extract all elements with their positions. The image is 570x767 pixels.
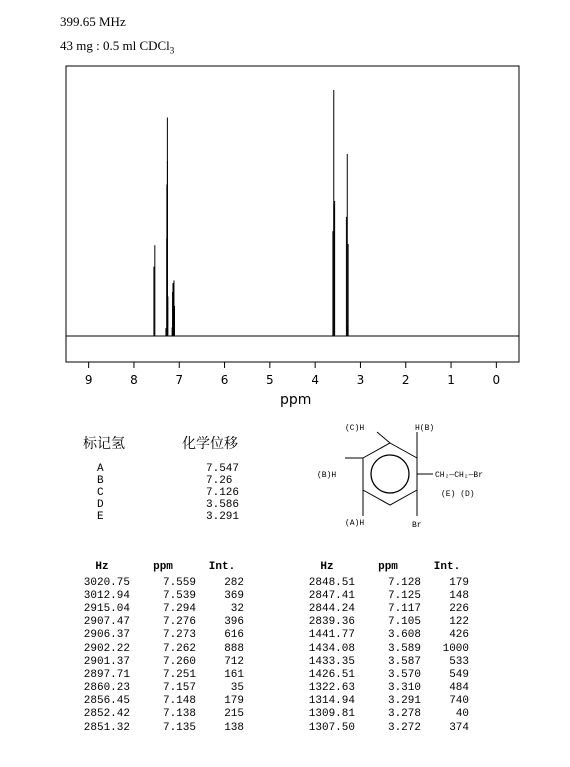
ppm-cell: 7.559 [162, 576, 196, 589]
br-substituent: Br [412, 521, 422, 530]
ppm-cell: 3.278 [387, 708, 421, 721]
hz-cell: 2856.45 [83, 695, 130, 708]
hz-cell: 3012.94 [83, 589, 130, 602]
peak-table-right [299, 558, 473, 734]
int-cell: 484 [449, 682, 469, 695]
assignment-shift: 3.291 [206, 511, 240, 523]
int-cell: 396 [224, 616, 244, 629]
col-ppm: ppm [153, 561, 173, 573]
int-cell: 179 [224, 695, 244, 708]
table-row [74, 695, 248, 708]
int-cell: 533 [449, 655, 469, 668]
hz-cell: 2915.04 [83, 602, 130, 615]
int-cell: 549 [449, 668, 469, 681]
int-cell: 282 [224, 576, 244, 589]
int-cell: 32 [230, 602, 244, 615]
x-axis-ticks [85, 362, 500, 387]
int-cell: 35 [230, 682, 244, 695]
table-row [74, 629, 248, 642]
h-top-right: H(B) [415, 424, 435, 433]
hz-cell: 1307.50 [308, 721, 355, 734]
ppm-cell: 3.589 [387, 642, 421, 655]
aromatic-circle [371, 455, 409, 493]
table-row [74, 602, 248, 615]
assignment-label: A [97, 463, 104, 475]
x-tick-label: 2 [401, 373, 410, 387]
ppm-cell: 7.148 [162, 695, 196, 708]
ppm-cell: 7.262 [162, 642, 196, 655]
int-cell: 215 [224, 708, 244, 721]
ppm-cell: 7.260 [162, 655, 196, 668]
table-row [74, 721, 248, 734]
table-row [74, 642, 248, 655]
table-row [74, 576, 248, 589]
hz-cell: 2901.37 [83, 655, 130, 668]
table-row [299, 642, 473, 655]
table-row [299, 629, 473, 642]
table-row [299, 682, 473, 695]
assignment-shift-header: 化学位移 [182, 436, 238, 452]
assignment-shift: 3.586 [206, 499, 240, 511]
x-tick-label: 5 [266, 373, 274, 387]
hz-cell: 1441.77 [308, 629, 355, 642]
assignment-shift: 7.126 [206, 487, 240, 499]
table-row [299, 655, 473, 668]
int-cell: 888 [224, 642, 244, 655]
table-row [299, 708, 473, 721]
table-row [74, 589, 248, 602]
hz-cell: 1314.94 [308, 695, 355, 708]
table-row [74, 668, 248, 681]
table-row [299, 616, 473, 629]
h-left: (B)H [317, 471, 337, 480]
x-tick-label: 6 [220, 373, 229, 387]
col-int: Int. [433, 561, 461, 573]
table-row [74, 655, 248, 668]
assignment-label-header: 标记氢 [83, 436, 125, 452]
int-cell: 138 [224, 721, 244, 734]
table-row [299, 695, 473, 708]
int-cell: 1000 [442, 642, 469, 655]
x-tick-label: 8 [130, 373, 138, 387]
molecular-structure [315, 418, 515, 538]
h-top-left: (C)H [345, 424, 365, 433]
spectrometer-frequency: 399.65 MHz [60, 14, 126, 29]
hz-cell: 1426.51 [308, 668, 355, 681]
x-axis-label: ppm [280, 392, 312, 408]
table-row [74, 708, 248, 721]
table-row [299, 668, 473, 681]
hz-cell: 2907.47 [83, 616, 130, 629]
ppm-cell: 3.608 [387, 629, 421, 642]
hz-cell: 2847.41 [308, 589, 355, 602]
chain-labels: (E) (D) [441, 490, 475, 499]
hz-cell: 2851.32 [83, 721, 130, 734]
hz-cell: 1433.35 [308, 655, 355, 668]
ppm-cell: 7.117 [387, 602, 421, 615]
table-row [74, 682, 248, 695]
col-ppm: ppm [378, 561, 398, 573]
table-row [299, 576, 473, 589]
assignment-label: B [97, 475, 104, 487]
ppm-cell: 7.135 [162, 721, 196, 734]
int-cell: 369 [224, 589, 244, 602]
table-row [299, 589, 473, 602]
col-hz: Hz [95, 561, 109, 573]
x-tick-label: 1 [447, 373, 455, 387]
ppm-cell: 3.310 [387, 682, 421, 695]
int-cell: 712 [224, 655, 244, 668]
hz-cell: 1434.08 [308, 642, 355, 655]
int-cell: 122 [449, 616, 469, 629]
assignment-label: C [97, 487, 104, 499]
ppm-cell: 7.157 [162, 682, 196, 695]
hz-cell: 2897.71 [83, 668, 130, 681]
plot-frame [66, 66, 519, 362]
assignment-shift: 7.26 [206, 475, 233, 487]
hz-cell: 1322.63 [308, 682, 355, 695]
ppm-cell: 3.587 [387, 655, 421, 668]
hz-cell: 2839.36 [308, 616, 355, 629]
ppm-cell: 7.105 [387, 616, 421, 629]
int-cell: 161 [224, 668, 244, 681]
assignment-label: E [97, 511, 104, 523]
ppm-cell: 7.128 [387, 576, 421, 589]
table-row [299, 721, 473, 734]
int-cell: 616 [224, 629, 244, 642]
hz-cell: 2902.22 [83, 642, 130, 655]
x-tick-label: 7 [175, 373, 184, 387]
ppm-cell: 7.539 [162, 589, 196, 602]
hz-cell: 2852.42 [83, 708, 130, 721]
ppm-cell: 7.125 [387, 589, 421, 602]
ppm-cell: 7.276 [162, 616, 196, 629]
ppm-cell: 7.294 [162, 602, 196, 615]
int-cell: 226 [449, 602, 469, 615]
ppm-cell: 7.273 [162, 629, 196, 642]
int-cell: 426 [449, 629, 469, 642]
hz-cell: 3020.75 [83, 576, 130, 589]
sample-info-subscript: 3 [169, 45, 175, 56]
int-cell: 148 [449, 589, 469, 602]
table-row [74, 616, 248, 629]
assignment-shift: 7.547 [206, 463, 240, 475]
hz-cell: 2848.51 [308, 576, 355, 589]
x-tick-label: 0 [492, 373, 501, 387]
col-int: Int. [208, 561, 236, 573]
spectrum-peaks [154, 90, 348, 336]
ppm-cell: 3.570 [387, 668, 421, 681]
side-chain: CH₂—CH₂—Br [435, 471, 484, 480]
ppm-cell: 3.291 [387, 695, 421, 708]
col-hz: Hz [320, 561, 334, 573]
ppm-cell: 7.138 [162, 708, 196, 721]
x-tick-label: 9 [84, 373, 93, 387]
hz-cell: 2860.23 [83, 682, 130, 695]
h-bottom-left: (A)H [345, 519, 365, 528]
ppm-cell: 3.272 [387, 721, 421, 734]
int-cell: 179 [449, 576, 469, 589]
hz-cell: 2906.37 [83, 629, 130, 642]
bond-c [377, 432, 390, 443]
sample-info-text: 43 mg : 0.5 ml CDCl [60, 38, 170, 53]
peak-table-left [74, 558, 248, 734]
x-tick-label: 3 [356, 373, 365, 387]
hz-cell: 2844.24 [308, 602, 355, 615]
x-tick-label: 4 [311, 373, 319, 387]
int-cell: 740 [449, 695, 469, 708]
int-cell: 40 [455, 708, 469, 721]
hz-cell: 1309.81 [308, 708, 355, 721]
ppm-cell: 7.251 [162, 668, 196, 681]
table-row [299, 602, 473, 615]
int-cell: 374 [449, 721, 469, 734]
assignment-label: D [97, 499, 104, 511]
